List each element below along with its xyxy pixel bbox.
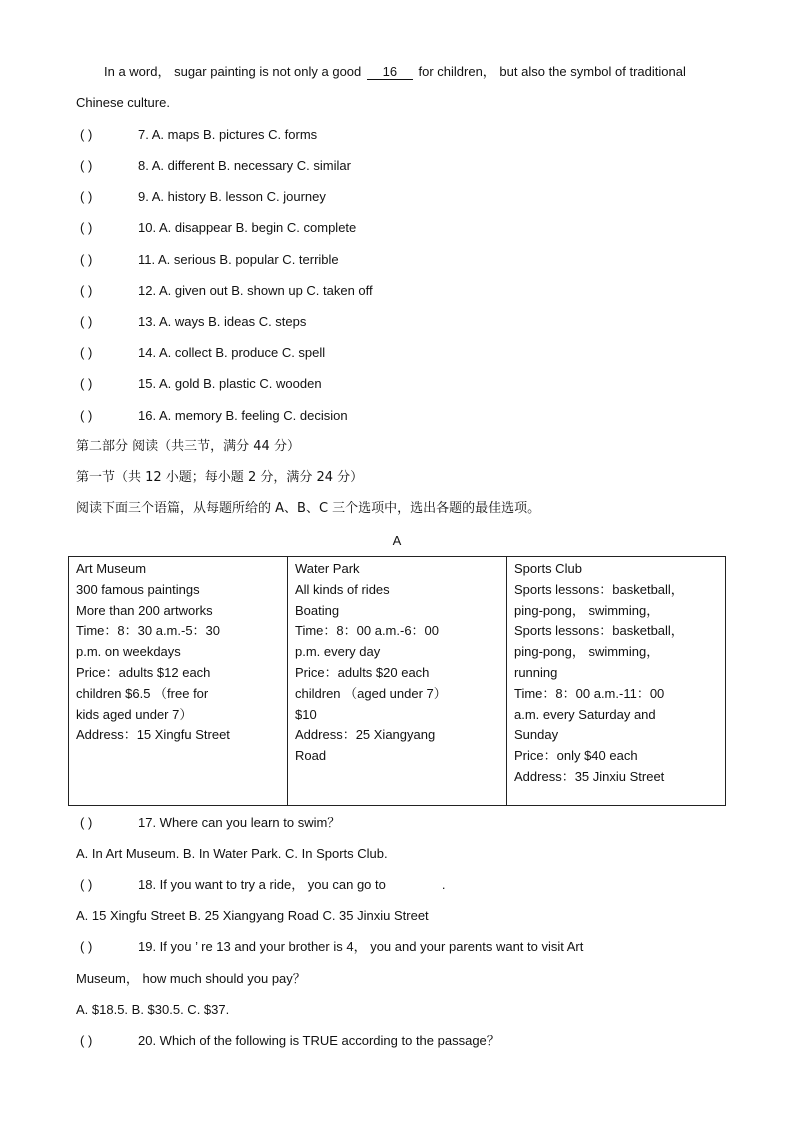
intro-text-cont: for children， but also the symbol of traditional: [414, 64, 686, 79]
question-options: A. memory B. feeling C. decision: [158, 408, 348, 423]
ad-line: children $6.5 （free for: [76, 685, 209, 701]
question-options: A. collect B. produce C. spell: [158, 345, 326, 360]
passage-label: A: [392, 533, 402, 548]
answer-paren: ( ): [80, 158, 93, 173]
ad-line: Price：only $40 each: [514, 748, 638, 764]
intro-line-1: [104, 63, 686, 81]
answer-paren: ( ): [80, 314, 93, 329]
question-number: 7.: [138, 127, 149, 142]
question-item: [80, 282, 373, 300]
ad-line: Time：8：30 a.m.-5：30: [76, 623, 221, 639]
ad-line: Price：adults $20 each: [295, 664, 430, 680]
question-number: 9.: [138, 189, 149, 204]
question-item: [80, 876, 445, 894]
ad-sports-club: [507, 557, 726, 806]
intro-text: In a word， sugar painting is not only a good: [104, 64, 365, 79]
question-item: [80, 814, 340, 832]
question-options: A. gold B. plastic C. wooden: [158, 376, 322, 391]
question-options: A. In Art Museum. B. In Water Park. C. In Sports Club.: [76, 846, 388, 861]
question-text: 20. Which of the following is TRUE according to the passage？: [138, 1033, 500, 1048]
question-item: [80, 1032, 500, 1050]
ad-line: children （aged under 7）: [295, 685, 447, 701]
question-number: 8.: [138, 158, 149, 173]
question-item: [80, 938, 583, 956]
question-number: 14.: [138, 345, 157, 360]
answer-paren: ( ): [80, 1033, 93, 1048]
ad-line: p.m. on weekdays: [76, 644, 181, 660]
answer-paren: ( ): [80, 345, 93, 360]
question-number: 15.: [138, 376, 157, 391]
ad-line: Address：15 Xingfu Street: [76, 727, 230, 743]
question-text: 18. If you want to try a ride， you can go to: [138, 877, 386, 892]
question-options: A. $18.5. B. $30.5. C. $37.: [76, 1002, 230, 1017]
ad-line: p.m. every day: [295, 644, 381, 660]
ad-line: Time：8：00 a.m.-6：00: [295, 623, 440, 639]
question-number: 11.: [138, 252, 156, 267]
question-text-cont: Museum， how much should you pay？: [76, 971, 306, 986]
ad-line: $10: [295, 706, 317, 722]
ad-line: Boating: [295, 602, 340, 618]
answer-paren: ( ): [80, 877, 93, 892]
question-options: A. serious B. popular C. terrible: [158, 252, 339, 267]
answer-paren: ( ): [80, 815, 93, 830]
intro-line-2: Chinese culture.: [76, 95, 170, 110]
ad-line: Time：8：00 a.m.-11：00: [514, 685, 665, 701]
answer-paren: ( ): [80, 189, 93, 204]
question-text: 19. If you ’ re 13 and your brother is 4， you and your parents want to visit Art: [138, 939, 584, 954]
answer-paren: ( ): [80, 408, 93, 423]
question-options: A. disappear B. begin C. complete: [158, 220, 357, 235]
ad-line: ping-pong， swimming，: [514, 602, 660, 618]
question-item: [80, 344, 325, 362]
ad-line: Sunday: [514, 727, 559, 743]
answer-paren: ( ): [80, 127, 93, 142]
answer-paren: ( ): [80, 939, 93, 954]
ad-line: Sports lessons：basketball，: [514, 623, 684, 639]
question-item: [80, 313, 306, 331]
question-options: A. history B. lesson C. journey: [151, 189, 326, 204]
question-options: A. 15 Xingfu Street B. 25 Xiangyang Road C. 35 Jinxiu Street: [76, 908, 429, 923]
question-item: [80, 251, 339, 269]
answer-blank-16: 16: [367, 64, 413, 80]
answer-paren: ( ): [80, 220, 93, 235]
ads-table: [68, 556, 726, 806]
ad-line: Price：adults $12 each: [76, 664, 211, 680]
ad-line: running: [514, 664, 558, 680]
question-number: 13.: [138, 314, 157, 329]
ad-line: Road: [295, 748, 327, 764]
section-heading-sec1: 第一节（共 12 小题；每小题 2 分，满分 24 分）: [76, 470, 364, 485]
answer-paren: ( ): [80, 376, 93, 391]
question-number: 10.: [138, 220, 157, 235]
question-text-end: .: [441, 877, 446, 892]
ad-line: a.m. every Saturday and: [514, 706, 656, 722]
question-number: 16.: [138, 408, 157, 423]
question-item: [80, 219, 356, 237]
answer-paren: ( ): [80, 283, 93, 298]
ad-line: Address：25 Xiangyang: [295, 727, 436, 743]
question-item: [80, 407, 348, 425]
reading-instruction: 阅读下面三个语篇，从每题所给的 A、B、C 三个选项中，选出各题的最佳选项。: [76, 501, 541, 516]
ad-title: Sports Club: [514, 561, 582, 576]
question-item: [80, 188, 326, 206]
ad-line: All kinds of rides: [295, 581, 390, 597]
question-options: A. maps B. pictures C. forms: [151, 127, 318, 142]
question-options: A. ways B. ideas C. steps: [158, 314, 307, 329]
ad-art-museum: [69, 557, 288, 806]
section-heading-part2: 第二部分 阅读（共三节，满分 44 分）: [76, 439, 300, 454]
ad-line: Address：35 Jinxiu Street: [514, 768, 665, 784]
ad-water-park: [288, 557, 507, 806]
question-text: 17. Where can you learn to swim？: [138, 815, 341, 830]
ad-line: More than 200 artworks: [76, 602, 213, 618]
ad-title: Art Museum: [76, 561, 147, 576]
question-item: [80, 375, 322, 393]
answer-paren: ( ): [80, 252, 93, 267]
ad-line: 300 famous paintings: [76, 581, 200, 597]
ad-line: Sports lessons：basketball，: [514, 581, 684, 597]
ad-line: kids aged under 7）: [76, 706, 193, 722]
question-options: A. different B. necessary C. similar: [151, 158, 351, 173]
question-number: 12.: [138, 283, 157, 298]
ads-row: [69, 557, 726, 806]
ad-line: ping-pong， swimming，: [514, 644, 660, 660]
question-item: [80, 157, 351, 175]
question-item: [80, 126, 317, 144]
ad-title: Water Park: [295, 561, 360, 576]
question-options: A. given out B. shown up C. taken off: [158, 283, 373, 298]
